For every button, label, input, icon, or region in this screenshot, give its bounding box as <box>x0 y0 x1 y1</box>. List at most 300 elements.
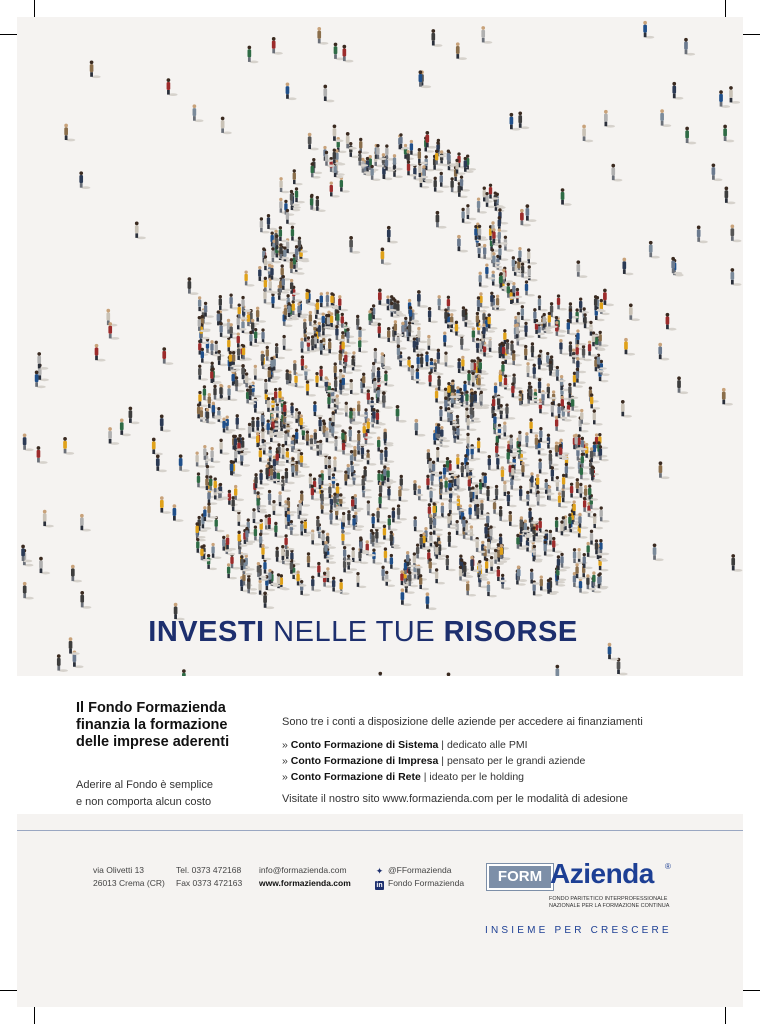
person-figure <box>487 313 497 329</box>
person-figure <box>323 85 334 103</box>
person-figure <box>263 591 274 609</box>
person-figure <box>538 458 548 474</box>
person-figure <box>455 321 465 337</box>
sub-line: e non comporta alcun costo <box>76 796 212 808</box>
person-figure <box>219 439 229 455</box>
person-figure <box>342 45 353 63</box>
person-figure <box>555 321 565 337</box>
person-figure <box>518 247 528 263</box>
person-figure <box>440 172 450 188</box>
person-figure <box>622 258 633 276</box>
person-figure <box>417 327 427 343</box>
person-figure <box>330 181 340 197</box>
linkedin-icon: in <box>376 882 383 889</box>
person-figure <box>731 268 742 286</box>
person-figure <box>525 280 535 296</box>
person-figure <box>236 414 246 430</box>
person-figure <box>188 277 199 295</box>
person-figure <box>398 486 408 502</box>
person-figure <box>256 307 266 323</box>
person-figure <box>604 110 615 128</box>
person-figure <box>247 578 257 594</box>
person-figure <box>529 418 539 434</box>
person-figure <box>477 438 487 454</box>
person-figure <box>580 409 590 425</box>
person-figure <box>440 426 450 442</box>
person-figure <box>313 401 323 417</box>
person-figure <box>518 111 529 129</box>
person-figure <box>722 388 733 406</box>
person-figure <box>556 366 566 382</box>
person-figure <box>215 516 225 532</box>
twitter-link[interactable]: ✦ @FFormazienda <box>375 865 452 876</box>
accounts-list <box>282 737 585 785</box>
person-figure <box>23 433 34 451</box>
person-figure <box>381 352 391 368</box>
person-figure <box>262 247 272 263</box>
person-figure <box>279 177 289 193</box>
person-figure <box>219 483 229 499</box>
person-figure <box>343 546 353 562</box>
person-figure <box>565 463 575 479</box>
person-figure <box>461 356 471 372</box>
person-figure <box>411 309 421 325</box>
person-figure <box>301 355 311 371</box>
person-figure <box>729 86 740 104</box>
footer-phone <box>176 864 242 890</box>
person-figure <box>456 425 466 441</box>
logo-caption: FONDO PARITETICO INTERPROFESSIONALE NAZIONALE PER LA FORMAZIONE CONTINUA <box>549 896 670 909</box>
person-figure <box>599 331 609 347</box>
person-figure <box>268 490 278 506</box>
person-figure <box>666 313 677 331</box>
headline-part-1: INVESTI <box>148 616 265 648</box>
person-figure <box>414 516 424 532</box>
person-figure <box>512 350 522 366</box>
person-figure <box>356 572 366 588</box>
person-figure <box>725 187 736 205</box>
person-figure <box>431 29 442 47</box>
person-figure <box>43 510 54 528</box>
person-figure <box>533 364 543 380</box>
person-figure <box>79 171 90 189</box>
person-figure <box>282 335 292 351</box>
person-figure <box>428 307 438 323</box>
lead-line: finanzia la formazione <box>76 717 228 733</box>
person-figure <box>387 485 397 501</box>
person-figure <box>242 344 252 360</box>
list-item: » Conto Formazione di Rete | ideato per le holding <box>282 771 524 783</box>
person-figure <box>731 554 742 572</box>
list-item: » Conto Formazione di Sistema | dedicato alle PMI <box>282 739 528 751</box>
crop-mark <box>0 34 17 35</box>
person-figure <box>399 133 409 149</box>
person-figure <box>505 403 515 419</box>
person-figure <box>530 569 540 585</box>
person-figure <box>349 426 359 442</box>
person-figure <box>397 504 407 520</box>
person-figure <box>414 419 425 437</box>
person-figure <box>234 485 244 501</box>
person-figure <box>685 127 696 145</box>
person-figure <box>697 226 708 244</box>
website-link[interactable]: www.formazienda.com <box>259 878 351 888</box>
person-figure <box>384 371 394 387</box>
person-figure <box>198 365 208 381</box>
person-figure <box>560 553 570 569</box>
crowd-padlock-illustration <box>17 17 743 693</box>
person-figure <box>108 427 119 445</box>
person-figure <box>217 350 227 366</box>
person-figure <box>533 545 543 561</box>
person-figure <box>21 545 32 563</box>
person-figure <box>528 265 538 281</box>
person-figure <box>425 131 436 149</box>
person-figure <box>156 455 167 473</box>
person-figure <box>466 154 476 170</box>
person-figure <box>386 467 396 483</box>
person-figure <box>376 507 386 523</box>
person-figure <box>346 132 357 150</box>
person-figure <box>299 500 309 516</box>
lead-statement <box>76 700 276 751</box>
lead-line: delle imprese aderenti <box>76 734 230 750</box>
person-figure <box>248 46 259 64</box>
person-figure <box>582 125 593 143</box>
address-line: via Olivetti 13 <box>93 865 145 875</box>
person-figure <box>300 580 310 596</box>
person-figure <box>544 541 554 557</box>
sub-statement <box>76 777 276 811</box>
person-figure <box>226 415 236 431</box>
person-figure <box>378 323 388 339</box>
logo-registered-mark: ® <box>665 862 671 871</box>
person-figure <box>659 461 670 479</box>
person-figure <box>311 162 321 178</box>
person-figure <box>64 124 75 142</box>
person-figure <box>419 574 429 590</box>
divider <box>17 830 743 831</box>
person-figure <box>267 214 277 230</box>
person-figure <box>466 580 476 596</box>
headline-part-3: RISORSE <box>443 616 578 648</box>
person-figure <box>419 70 430 88</box>
person-figure <box>538 378 548 394</box>
person-figure <box>201 348 211 364</box>
person-figure <box>308 133 319 151</box>
person-figure <box>418 485 428 501</box>
person-figure <box>160 496 171 514</box>
accounts-intro: Sono tre i conti a disposizione delle aziende per accedere ai finanziamenti <box>282 716 643 728</box>
person-figure <box>478 225 488 241</box>
person-figure <box>464 312 474 328</box>
person-figure <box>311 576 321 592</box>
person-figure <box>593 409 603 425</box>
person-figure <box>457 495 467 511</box>
person-figure <box>499 506 509 522</box>
person-figure <box>378 493 388 509</box>
person-figure <box>349 236 360 254</box>
person-figure <box>284 534 294 550</box>
person-figure <box>538 295 548 311</box>
hero-image <box>17 17 743 693</box>
person-figure <box>496 295 506 311</box>
person-figure <box>340 177 350 193</box>
email-link[interactable]: info@formazienda.com <box>259 865 347 875</box>
person-figure <box>712 163 723 181</box>
person-figure <box>383 428 393 444</box>
person-figure <box>341 313 351 329</box>
person-figure <box>382 391 393 409</box>
person-figure <box>210 447 220 463</box>
linkedin-link[interactable]: in Fondo Formazienda <box>376 878 465 889</box>
person-figure <box>307 552 317 568</box>
person-figure <box>393 154 403 170</box>
person-figure <box>286 209 296 225</box>
person-figure <box>278 387 288 403</box>
person-figure <box>479 359 489 375</box>
person-figure <box>660 109 671 127</box>
person-figure <box>298 237 308 253</box>
person-figure <box>350 379 360 395</box>
person-figure <box>436 211 447 229</box>
footer-contacts <box>259 864 351 890</box>
person-figure <box>507 491 517 507</box>
person-figure <box>90 60 101 78</box>
person-figure <box>328 338 338 354</box>
person-figure <box>481 26 492 44</box>
person-figure <box>444 351 454 367</box>
crop-mark <box>725 0 726 17</box>
person-figure <box>723 125 734 143</box>
fax-line: Fax 0373 472163 <box>176 878 243 888</box>
person-figure <box>527 248 537 264</box>
person-figure <box>342 440 352 456</box>
person-figure <box>526 204 537 222</box>
person-figure <box>460 335 470 351</box>
person-figure <box>316 196 326 212</box>
person-figure <box>80 514 91 532</box>
person-figure <box>658 343 669 361</box>
address-line: 26013 Crema (CR) <box>93 878 165 888</box>
person-figure <box>297 302 307 318</box>
headline <box>0 616 726 649</box>
person-figure <box>617 658 628 676</box>
person-figure <box>387 226 398 244</box>
person-figure <box>603 289 614 307</box>
headline-part-2: NELLE TUE <box>273 616 436 648</box>
website-notice: Visitate il nostro sito www.formazienda.com per le modalità di adesione <box>282 793 628 805</box>
person-figure <box>57 654 68 672</box>
person-figure <box>376 409 386 425</box>
person-figure <box>599 539 609 555</box>
crop-mark <box>34 0 35 17</box>
person-figure <box>466 204 476 220</box>
person-figure <box>300 452 310 468</box>
person-figure <box>672 82 683 100</box>
person-figure <box>290 520 300 536</box>
person-figure <box>390 531 400 547</box>
person-figure <box>256 495 266 511</box>
person-figure <box>316 516 326 532</box>
person-figure <box>362 475 372 491</box>
person-figure <box>362 373 372 389</box>
person-figure <box>649 241 660 259</box>
person-figure <box>179 454 190 472</box>
person-figure <box>349 142 359 158</box>
person-figure <box>498 245 508 261</box>
person-figure <box>624 338 635 356</box>
person-figure <box>561 188 572 206</box>
person-figure <box>456 42 467 60</box>
person-figure <box>465 520 475 536</box>
person-figure <box>372 549 382 565</box>
lead-line: Il Fondo Formazienda <box>76 700 226 716</box>
person-figure <box>352 470 362 486</box>
person-figure <box>333 124 344 142</box>
person-figure <box>328 465 338 481</box>
person-figure <box>487 581 497 597</box>
person-figure <box>324 541 334 557</box>
person-figure <box>576 368 586 384</box>
person-figure <box>576 260 587 278</box>
person-figure <box>237 511 247 527</box>
person-figure <box>416 368 426 384</box>
person-figure <box>557 294 567 310</box>
person-figure <box>392 507 402 523</box>
footer-address <box>93 864 165 890</box>
person-figure <box>23 582 34 600</box>
person-figure <box>211 543 221 559</box>
person-figure <box>274 522 284 538</box>
logo-azienda-text: Azienda <box>550 858 654 889</box>
person-figure <box>446 555 456 571</box>
person-figure <box>517 566 527 582</box>
person-figure <box>579 297 589 313</box>
person-figure <box>272 37 283 55</box>
crop-mark <box>743 990 760 991</box>
crop-mark <box>743 34 760 35</box>
person-figure <box>37 352 48 370</box>
person-figure <box>306 380 316 396</box>
person-figure <box>629 303 640 321</box>
person-figure <box>333 456 343 472</box>
person-figure <box>536 474 546 490</box>
person-figure <box>135 222 146 240</box>
person-figure <box>457 235 468 253</box>
person-figure <box>80 591 91 609</box>
person-figure <box>221 117 232 135</box>
person-figure <box>95 344 106 362</box>
person-figure <box>435 568 445 584</box>
twitter-icon: ✦ <box>375 866 384 876</box>
person-figure <box>37 446 48 464</box>
person-figure <box>436 447 446 463</box>
person-figure <box>193 104 204 122</box>
person-figure <box>588 485 598 501</box>
person-figure <box>684 38 695 56</box>
logo-form-box: FORM <box>487 864 553 890</box>
person-figure <box>417 290 428 308</box>
person-figure <box>152 438 163 456</box>
crop-mark <box>0 990 17 991</box>
person-figure <box>384 447 394 463</box>
slogan: INSIEME PER CRESCERE <box>485 925 672 936</box>
person-figure <box>167 78 178 96</box>
person-figure <box>230 553 240 569</box>
person-figure <box>226 534 236 550</box>
person-figure <box>270 265 280 281</box>
person-figure <box>427 335 437 351</box>
person-figure <box>363 466 373 482</box>
person-figure <box>366 449 376 465</box>
person-figure <box>396 405 407 423</box>
person-figure <box>719 90 730 108</box>
formazienda-logo <box>487 858 677 922</box>
person-figure <box>162 347 173 365</box>
person-figure <box>480 391 490 407</box>
person-figure <box>590 530 600 546</box>
person-figure <box>643 21 654 39</box>
person-figure <box>286 82 297 100</box>
person-figure <box>466 433 476 449</box>
crop-mark <box>34 1007 35 1024</box>
person-figure <box>559 339 569 355</box>
footer-social <box>375 864 464 890</box>
person-figure <box>621 400 632 418</box>
person-figure <box>160 415 171 433</box>
person-figure <box>372 304 382 320</box>
person-figure <box>509 511 519 527</box>
person-figure <box>351 355 361 371</box>
person-figure <box>71 565 82 583</box>
person-figure <box>293 169 303 185</box>
person-figure <box>524 322 534 338</box>
person-figure <box>39 557 50 575</box>
person-figure <box>370 165 380 181</box>
person-figure <box>576 329 586 345</box>
person-figure <box>63 437 74 455</box>
person-figure <box>173 504 184 522</box>
person-figure <box>677 376 688 394</box>
person-figure <box>338 295 348 311</box>
person-figure <box>577 548 587 564</box>
person-figure <box>525 432 535 448</box>
sub-line: Aderire al Fondo è semplice <box>76 779 213 791</box>
person-figure <box>339 579 349 595</box>
list-item: » Conto Formazione di Impresa | pensato per le grandi aziende <box>282 755 586 767</box>
person-figure <box>358 337 368 353</box>
phone-line: Tel. 0373 472168 <box>176 865 242 875</box>
person-figure <box>578 513 588 529</box>
person-figure <box>653 543 664 561</box>
person-figure <box>731 225 742 243</box>
person-figure <box>521 305 531 321</box>
person-figure <box>611 164 622 182</box>
person-figure <box>426 592 437 610</box>
person-figure <box>204 302 214 318</box>
person-figure <box>495 442 505 458</box>
person-figure <box>447 150 457 166</box>
person-figure <box>336 483 346 499</box>
person-figure <box>317 27 328 45</box>
person-figure <box>390 554 400 570</box>
person-figure <box>443 332 453 348</box>
person-figure <box>304 365 314 381</box>
person-figure <box>381 247 392 265</box>
crop-mark <box>725 1007 726 1024</box>
person-figure <box>219 295 229 311</box>
